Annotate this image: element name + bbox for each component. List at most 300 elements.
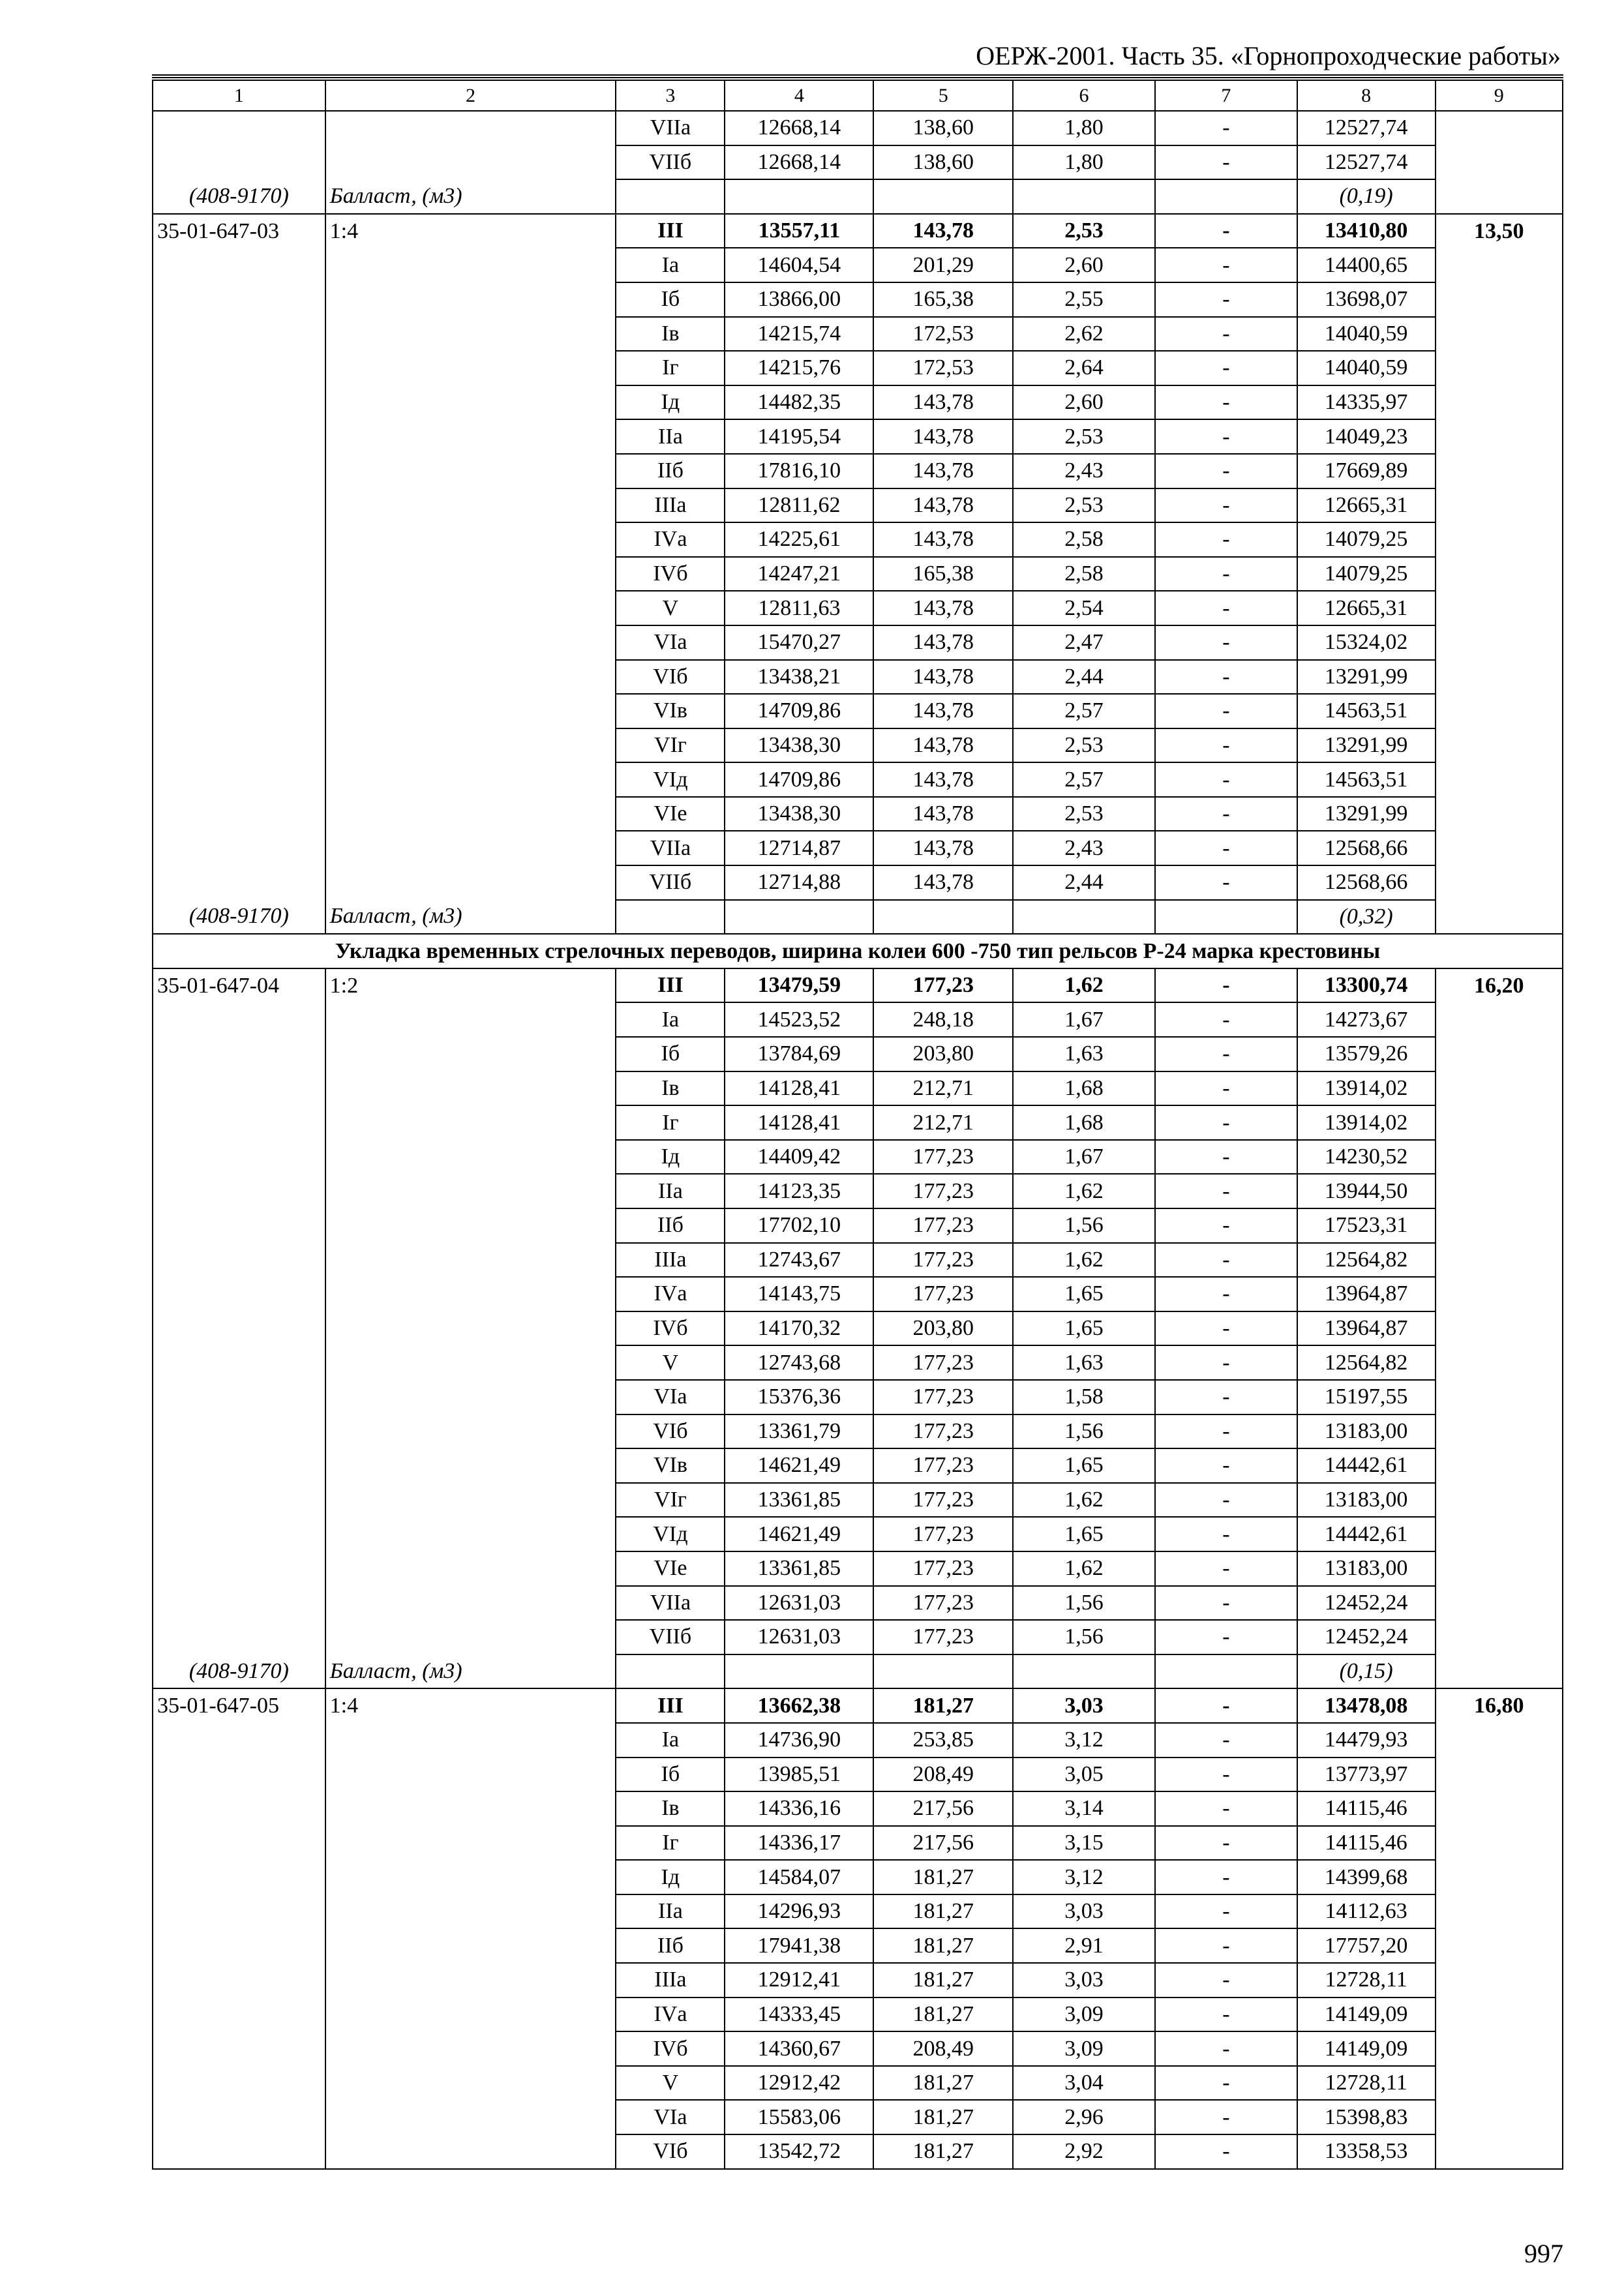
table-row bbox=[153, 282, 1563, 317]
value-cell: 12564,82 bbox=[1297, 1345, 1436, 1380]
ratio-cell bbox=[325, 145, 616, 180]
value-cell: 14604,54 bbox=[725, 248, 873, 282]
table-row bbox=[153, 1208, 1563, 1243]
document-title: ОЕРЖ-2001. Часть 35. «Горнопроходческие работы» bbox=[976, 41, 1561, 70]
value-cell: 143,78 bbox=[873, 660, 1013, 695]
value-cell: VIIа bbox=[616, 831, 725, 865]
ratio-cell bbox=[325, 591, 616, 625]
value-cell: 12728,11 bbox=[1297, 1963, 1436, 1997]
value-cell: 12631,03 bbox=[725, 1586, 873, 1621]
value-cell: 13914,02 bbox=[1297, 1105, 1436, 1140]
value-cell: 12743,67 bbox=[725, 1243, 873, 1278]
value-cell: 143,78 bbox=[873, 419, 1013, 454]
value-cell: 1,68 bbox=[1013, 1105, 1155, 1140]
value-cell: 13183,00 bbox=[1297, 1483, 1436, 1518]
value-cell: VIб bbox=[616, 2134, 725, 2169]
value-cell: IIIа bbox=[616, 1963, 725, 1997]
code-cell bbox=[153, 728, 325, 763]
value-cell: Iа bbox=[616, 248, 725, 282]
value-cell: 1,62 bbox=[1013, 1243, 1155, 1278]
value-cell: 203,80 bbox=[873, 1037, 1013, 1071]
table-row bbox=[153, 831, 1563, 865]
value-cell: 13773,97 bbox=[1297, 1758, 1436, 1792]
value-cell: 212,71 bbox=[873, 1105, 1013, 1140]
value-cell: IIа bbox=[616, 419, 725, 454]
value-cell: - bbox=[1155, 797, 1297, 831]
value-cell: 14400,65 bbox=[1297, 248, 1436, 282]
total-cell bbox=[1436, 1002, 1563, 1037]
ratio-cell bbox=[325, 385, 616, 420]
ratio-cell bbox=[325, 454, 616, 488]
value-cell: - bbox=[1155, 1071, 1297, 1106]
code-cell bbox=[153, 1174, 325, 1208]
value-cell: - bbox=[1155, 1002, 1297, 1037]
table-row bbox=[153, 248, 1563, 282]
code-cell bbox=[153, 1071, 325, 1106]
value-cell: 12568,66 bbox=[1297, 831, 1436, 865]
total-cell bbox=[1436, 488, 1563, 523]
ratio-cell bbox=[325, 522, 616, 557]
code-cell bbox=[153, 1208, 325, 1243]
code-cell bbox=[153, 762, 325, 797]
value-cell: 12631,03 bbox=[725, 1620, 873, 1654]
value-cell: 177,23 bbox=[873, 1414, 1013, 1449]
value-cell: 177,23 bbox=[873, 1140, 1013, 1174]
value-cell: 12912,42 bbox=[725, 2066, 873, 2101]
total-cell bbox=[1436, 1414, 1563, 1449]
table-row bbox=[153, 214, 1563, 248]
total-cell bbox=[1436, 728, 1563, 763]
total-cell bbox=[1436, 1208, 1563, 1243]
value-cell: - bbox=[1155, 385, 1297, 420]
total-cell bbox=[1436, 1586, 1563, 1621]
value-cell: - bbox=[1155, 2100, 1297, 2134]
value-cell: 12527,74 bbox=[1297, 111, 1436, 145]
ballast-code: (408-9170) bbox=[153, 900, 325, 935]
value-cell: 181,27 bbox=[873, 2066, 1013, 2101]
ballast-value: (0,15) bbox=[1297, 1654, 1436, 1689]
ratio-cell bbox=[325, 1174, 616, 1208]
value-cell: 2,92 bbox=[1013, 2134, 1155, 2169]
value-cell: - bbox=[1155, 1791, 1297, 1826]
ballast-row bbox=[153, 179, 1563, 214]
total-cell bbox=[1436, 831, 1563, 865]
empty-cell bbox=[1436, 900, 1563, 935]
value-cell: Iа bbox=[616, 1002, 725, 1037]
ratio-cell bbox=[325, 1037, 616, 1071]
table-row bbox=[153, 762, 1563, 797]
table-row bbox=[153, 1894, 1563, 1929]
value-cell: 14112,63 bbox=[1297, 1894, 1436, 1929]
value-cell: 17941,38 bbox=[725, 1928, 873, 1963]
value-cell: 2,53 bbox=[1013, 419, 1155, 454]
value-cell: - bbox=[1155, 557, 1297, 591]
ballast-code: (408-9170) bbox=[153, 179, 325, 214]
table-row bbox=[153, 2134, 1563, 2169]
table-row bbox=[153, 1174, 1563, 1208]
table-row bbox=[153, 145, 1563, 180]
column-number-row bbox=[153, 80, 1563, 111]
value-cell: - bbox=[1155, 1140, 1297, 1174]
value-cell: 12811,62 bbox=[725, 488, 873, 523]
value-cell: - bbox=[1155, 248, 1297, 282]
section-header-row bbox=[153, 934, 1563, 968]
total-cell bbox=[1436, 1860, 1563, 1894]
code-cell bbox=[153, 1586, 325, 1621]
value-cell: VIд bbox=[616, 1517, 725, 1551]
table-row bbox=[153, 968, 1563, 1003]
code-cell bbox=[153, 1826, 325, 1861]
value-cell: 1,56 bbox=[1013, 1414, 1155, 1449]
code-cell bbox=[153, 1758, 325, 1792]
code-cell bbox=[153, 1928, 325, 1963]
total-cell bbox=[1436, 1448, 1563, 1483]
value-cell: 14128,41 bbox=[725, 1105, 873, 1140]
value-cell: 14563,51 bbox=[1297, 762, 1436, 797]
value-cell: III bbox=[616, 214, 725, 248]
column-number: 2 bbox=[325, 80, 616, 111]
value-cell: 13183,00 bbox=[1297, 1551, 1436, 1586]
code-cell bbox=[153, 1414, 325, 1449]
value-cell: - bbox=[1155, 1586, 1297, 1621]
table-row bbox=[153, 1037, 1563, 1071]
value-cell: 13478,08 bbox=[1297, 1688, 1436, 1723]
ballast-value: (0,32) bbox=[1297, 900, 1436, 935]
total-cell bbox=[1436, 2066, 1563, 2101]
value-cell: VIIа bbox=[616, 111, 725, 145]
value-cell: 17523,31 bbox=[1297, 1208, 1436, 1243]
total-cell bbox=[1436, 1894, 1563, 1929]
code-cell bbox=[153, 2134, 325, 2169]
value-cell: 15376,36 bbox=[725, 1380, 873, 1414]
ratio-cell bbox=[325, 557, 616, 591]
value-cell: 165,38 bbox=[873, 557, 1013, 591]
value-cell: 14336,17 bbox=[725, 1826, 873, 1861]
code-cell: 35-01-647-03 bbox=[153, 214, 325, 248]
value-cell: 3,05 bbox=[1013, 1758, 1155, 1792]
value-cell: 177,23 bbox=[873, 1620, 1013, 1654]
empty-cell bbox=[616, 1654, 725, 1689]
total-cell bbox=[1436, 2100, 1563, 2134]
code-cell bbox=[153, 2031, 325, 2066]
code-cell bbox=[153, 1963, 325, 1997]
ratio-cell bbox=[325, 111, 616, 145]
value-cell: - bbox=[1155, 1928, 1297, 1963]
value-cell: 253,85 bbox=[873, 1723, 1013, 1758]
total-cell bbox=[1436, 317, 1563, 352]
value-cell: 177,23 bbox=[873, 1448, 1013, 1483]
value-cell: 181,27 bbox=[873, 2100, 1013, 2134]
value-cell: 13361,79 bbox=[725, 1414, 873, 1449]
value-cell: 15583,06 bbox=[725, 2100, 873, 2134]
value-cell: 13291,99 bbox=[1297, 728, 1436, 763]
empty-cell bbox=[725, 1654, 873, 1689]
empty-cell bbox=[1155, 900, 1297, 935]
value-cell: 14143,75 bbox=[725, 1277, 873, 1311]
value-cell: 14563,51 bbox=[1297, 694, 1436, 728]
value-cell: 181,27 bbox=[873, 1963, 1013, 1997]
code-cell bbox=[153, 1791, 325, 1826]
value-cell: 14115,46 bbox=[1297, 1826, 1436, 1861]
value-cell: 13410,80 bbox=[1297, 214, 1436, 248]
value-cell: 1,62 bbox=[1013, 1483, 1155, 1518]
value-cell: - bbox=[1155, 728, 1297, 763]
value-cell: 201,29 bbox=[873, 248, 1013, 282]
table-row bbox=[153, 591, 1563, 625]
value-cell: 13579,26 bbox=[1297, 1037, 1436, 1071]
value-cell: 1,56 bbox=[1013, 1208, 1155, 1243]
code-cell bbox=[153, 1483, 325, 1518]
value-cell: 1,80 bbox=[1013, 145, 1155, 180]
column-number: 7 bbox=[1155, 80, 1297, 111]
value-cell: 177,23 bbox=[873, 1517, 1013, 1551]
ballast-name: Балласт, (м3) bbox=[325, 900, 616, 935]
table-row bbox=[153, 1963, 1563, 1997]
value-cell: - bbox=[1155, 1826, 1297, 1861]
table-row bbox=[153, 1860, 1563, 1894]
total-cell: 13,50 bbox=[1436, 214, 1563, 248]
table-row bbox=[153, 1311, 1563, 1346]
value-cell: 1,65 bbox=[1013, 1277, 1155, 1311]
empty-cell bbox=[725, 900, 873, 935]
column-number: 5 bbox=[873, 80, 1013, 111]
value-cell: 14149,09 bbox=[1297, 1997, 1436, 2032]
value-cell: 14128,41 bbox=[725, 1071, 873, 1106]
ratio-cell bbox=[325, 1586, 616, 1621]
code-cell bbox=[153, 248, 325, 282]
value-cell: - bbox=[1155, 1448, 1297, 1483]
value-cell: VIIа bbox=[616, 1586, 725, 1621]
value-cell: 1,67 bbox=[1013, 1002, 1155, 1037]
column-number: 4 bbox=[725, 80, 873, 111]
value-cell: 17669,89 bbox=[1297, 454, 1436, 488]
value-cell: 14621,49 bbox=[725, 1517, 873, 1551]
total-cell bbox=[1436, 1758, 1563, 1792]
ratio-cell bbox=[325, 317, 616, 352]
ratio-cell bbox=[325, 1894, 616, 1929]
value-cell: 14296,93 bbox=[725, 1894, 873, 1929]
value-cell: - bbox=[1155, 1174, 1297, 1208]
ratio-cell bbox=[325, 351, 616, 385]
table-row bbox=[153, 1586, 1563, 1621]
value-cell: 177,23 bbox=[873, 1174, 1013, 1208]
table-row bbox=[153, 1791, 1563, 1826]
code-cell: 35-01-647-05 bbox=[153, 1688, 325, 1723]
total-cell bbox=[1436, 625, 1563, 660]
total-cell bbox=[1436, 1311, 1563, 1346]
total-cell bbox=[1436, 1174, 1563, 1208]
value-cell: 13361,85 bbox=[725, 1551, 873, 1586]
ratio-cell bbox=[325, 1380, 616, 1414]
value-cell: 1,56 bbox=[1013, 1586, 1155, 1621]
value-cell: - bbox=[1155, 1963, 1297, 1997]
value-cell: V bbox=[616, 591, 725, 625]
code-cell bbox=[153, 2100, 325, 2134]
value-cell: - bbox=[1155, 762, 1297, 797]
code-cell bbox=[153, 1448, 325, 1483]
value-cell: 14040,59 bbox=[1297, 351, 1436, 385]
ballast-name: Балласт, (м3) bbox=[325, 1654, 616, 1689]
code-cell bbox=[153, 660, 325, 695]
table-row bbox=[153, 1448, 1563, 1483]
value-cell: 177,23 bbox=[873, 968, 1013, 1003]
value-cell: 12668,14 bbox=[725, 111, 873, 145]
total-cell bbox=[1436, 591, 1563, 625]
value-cell: 13784,69 bbox=[725, 1037, 873, 1071]
value-cell: VIа bbox=[616, 2100, 725, 2134]
value-cell: 14482,35 bbox=[725, 385, 873, 420]
empty-cell bbox=[1155, 1654, 1297, 1689]
value-cell: 3,12 bbox=[1013, 1860, 1155, 1894]
value-cell: 14584,07 bbox=[725, 1860, 873, 1894]
value-cell: - bbox=[1155, 1551, 1297, 1586]
total-cell bbox=[1436, 385, 1563, 420]
value-cell: 2,91 bbox=[1013, 1928, 1155, 1963]
value-cell: 1,65 bbox=[1013, 1517, 1155, 1551]
value-cell: 17816,10 bbox=[725, 454, 873, 488]
value-cell: VIб bbox=[616, 1414, 725, 1449]
ratio-cell bbox=[325, 1277, 616, 1311]
value-cell: 14442,61 bbox=[1297, 1448, 1436, 1483]
value-cell: 14709,86 bbox=[725, 694, 873, 728]
ratio-cell bbox=[325, 762, 616, 797]
value-cell: 1,62 bbox=[1013, 1551, 1155, 1586]
column-number: 3 bbox=[616, 80, 725, 111]
value-cell: VIг bbox=[616, 728, 725, 763]
total-cell bbox=[1436, 694, 1563, 728]
value-cell: - bbox=[1155, 1723, 1297, 1758]
total-cell bbox=[1436, 1345, 1563, 1380]
value-cell: 12665,31 bbox=[1297, 488, 1436, 523]
value-cell: 143,78 bbox=[873, 488, 1013, 523]
ratio-cell bbox=[325, 1140, 616, 1174]
total-cell bbox=[1436, 248, 1563, 282]
value-cell: Iг bbox=[616, 351, 725, 385]
value-cell: 3,09 bbox=[1013, 2031, 1155, 2066]
value-cell: 12714,87 bbox=[725, 831, 873, 865]
value-cell: 14399,68 bbox=[1297, 1860, 1436, 1894]
value-cell: 12452,24 bbox=[1297, 1620, 1436, 1654]
ratio-cell bbox=[325, 1414, 616, 1449]
value-cell: 13964,87 bbox=[1297, 1277, 1436, 1311]
ratio-cell bbox=[325, 865, 616, 900]
value-cell: 143,78 bbox=[873, 214, 1013, 248]
value-cell: 13542,72 bbox=[725, 2134, 873, 2169]
total-cell: 16,80 bbox=[1436, 1688, 1563, 1723]
value-cell: 177,23 bbox=[873, 1551, 1013, 1586]
value-cell: 3,04 bbox=[1013, 2066, 1155, 2101]
total-cell bbox=[1436, 419, 1563, 454]
value-cell: IIIа bbox=[616, 1243, 725, 1278]
value-cell: IVа bbox=[616, 522, 725, 557]
table-row bbox=[153, 1380, 1563, 1414]
ratio-cell bbox=[325, 1551, 616, 1586]
table-row bbox=[153, 385, 1563, 420]
value-cell: Iа bbox=[616, 1723, 725, 1758]
value-cell: 13479,59 bbox=[725, 968, 873, 1003]
value-cell: Iд bbox=[616, 1140, 725, 1174]
ballast-code: (408-9170) bbox=[153, 1654, 325, 1689]
value-cell: 12665,31 bbox=[1297, 591, 1436, 625]
empty-cell bbox=[873, 1654, 1013, 1689]
table-row bbox=[153, 625, 1563, 660]
value-cell: 2,44 bbox=[1013, 865, 1155, 900]
value-cell: 217,56 bbox=[873, 1826, 1013, 1861]
ratio-cell bbox=[325, 1791, 616, 1826]
total-cell bbox=[1436, 1963, 1563, 1997]
value-cell: - bbox=[1155, 419, 1297, 454]
empty-cell bbox=[616, 179, 725, 214]
value-cell: IVа bbox=[616, 1277, 725, 1311]
value-cell: 14479,93 bbox=[1297, 1723, 1436, 1758]
value-cell: IIа bbox=[616, 1174, 725, 1208]
code-cell bbox=[153, 282, 325, 317]
value-cell: 177,23 bbox=[873, 1208, 1013, 1243]
empty-cell bbox=[616, 900, 725, 935]
value-cell: - bbox=[1155, 1517, 1297, 1551]
value-cell: - bbox=[1155, 1380, 1297, 1414]
value-cell: 2,53 bbox=[1013, 728, 1155, 763]
table-row bbox=[153, 1928, 1563, 1963]
column-number: 9 bbox=[1436, 80, 1563, 111]
code-cell bbox=[153, 1002, 325, 1037]
value-cell: VIв bbox=[616, 694, 725, 728]
value-cell: 13291,99 bbox=[1297, 797, 1436, 831]
code-cell bbox=[153, 351, 325, 385]
value-cell: 143,78 bbox=[873, 591, 1013, 625]
value-cell: 12714,88 bbox=[725, 865, 873, 900]
code-cell bbox=[153, 1345, 325, 1380]
table-row bbox=[153, 2100, 1563, 2134]
value-cell: 14523,52 bbox=[725, 1002, 873, 1037]
value-cell: - bbox=[1155, 2031, 1297, 2066]
ratio-cell bbox=[325, 1448, 616, 1483]
value-cell: 12743,68 bbox=[725, 1345, 873, 1380]
table-row bbox=[153, 557, 1563, 591]
ballast-name: Балласт, (м3) bbox=[325, 179, 616, 214]
code-cell bbox=[153, 488, 325, 523]
column-number: 1 bbox=[153, 80, 325, 111]
value-cell: IVб bbox=[616, 557, 725, 591]
value-cell: 15324,02 bbox=[1297, 625, 1436, 660]
empty-cell bbox=[873, 900, 1013, 935]
ratio-cell bbox=[325, 831, 616, 865]
value-cell: 138,60 bbox=[873, 111, 1013, 145]
ratio-cell: 1:4 bbox=[325, 214, 616, 248]
value-cell: 181,27 bbox=[873, 1997, 1013, 2032]
ratio-cell bbox=[325, 660, 616, 695]
value-cell: 2,96 bbox=[1013, 2100, 1155, 2134]
value-cell: 12811,63 bbox=[725, 591, 873, 625]
value-cell: Iг bbox=[616, 1826, 725, 1861]
value-cell: 14333,45 bbox=[725, 1997, 873, 2032]
value-cell: 2,44 bbox=[1013, 660, 1155, 695]
value-cell: VIIб bbox=[616, 865, 725, 900]
value-cell: 12564,82 bbox=[1297, 1243, 1436, 1278]
ratio-cell bbox=[325, 1963, 616, 1997]
value-cell: 2,64 bbox=[1013, 351, 1155, 385]
code-cell bbox=[153, 145, 325, 180]
value-cell: 14115,46 bbox=[1297, 1791, 1436, 1826]
total-cell bbox=[1436, 660, 1563, 695]
value-cell: - bbox=[1155, 488, 1297, 523]
value-cell: VIIб bbox=[616, 145, 725, 180]
value-cell: - bbox=[1155, 2134, 1297, 2169]
value-cell: - bbox=[1155, 968, 1297, 1003]
value-cell: III bbox=[616, 968, 725, 1003]
code-cell bbox=[153, 1140, 325, 1174]
value-cell: VIе bbox=[616, 797, 725, 831]
